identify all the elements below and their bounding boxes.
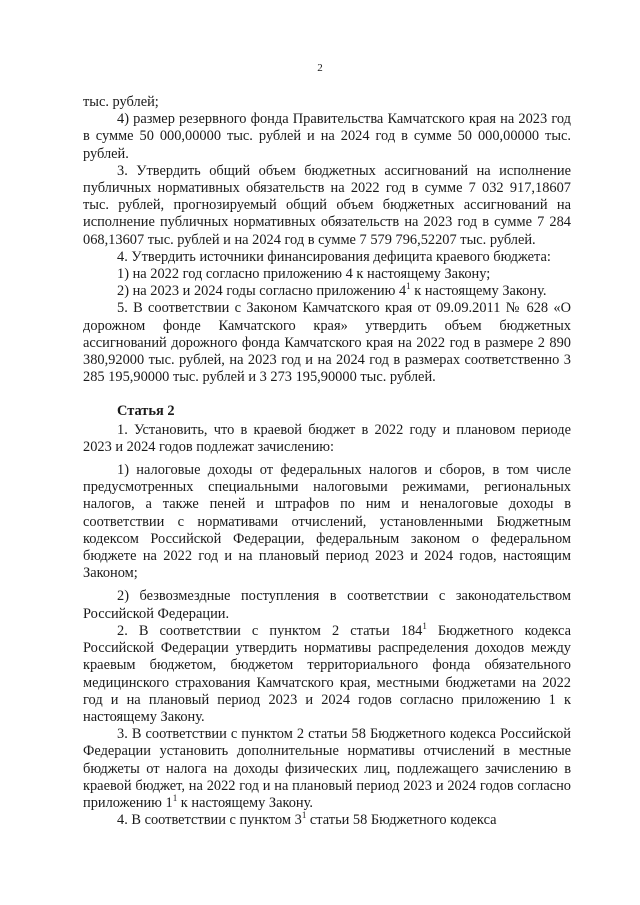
paragraph-tax-revenues: 1) налоговые доходы от федеральных налогов и сборов, в том числе предусмотренных специальными налоговыми режимами, региональных налогов, а также пеней и штрафов по ним и неналоговые доходы в соответствии с нормативами отчислений, установленными Бюджетным кодексом Российской Федерации, федеральным законом о федеральном бюджете на 2022 год и на плановый период 2023 и 2024 годов, настоящим Законом;	[83, 462, 571, 582]
paragraph-continuation: тыс. рублей;	[83, 94, 159, 110]
text-segment: 3. В соответствии с пунктом 2 статьи 58 Бюджетного кодекса Российской Федерации установить дополнительные нормативы отчислений в местные бюджеты от налога на доходы физических лиц, подлежащего зачислению в краевой бюджет, на 2022 год и на плановый период 2023 и 2024 годов согласно приложению 1	[83, 726, 571, 811]
text-segment: 2) на 2023 и 2024 годы согласно приложению 4	[117, 283, 407, 300]
paragraph-road-fund: 5. В соответствии с Законом Камчатского края от 09.09.2011 № 628 «О дорожном фонде Камчатского края» утвердить объем бюджетных ассигнований дорожного фонда Камчатского края на 2022 год в размере 2 890 380,92000 тыс. рублей, на 2023 год и на 2024 год в размерах соответственно 3 285 195,90000 тыс. рублей и 3 273 195,90000 тыс. рублей.	[83, 300, 571, 386]
paragraph-deficit-2022: 1) на 2022 год согласно приложению 4 к настоящему Закону;	[117, 266, 491, 283]
article-heading: Статья 2	[117, 403, 175, 420]
superscript: 1	[172, 792, 178, 803]
paragraph-additional-norms	[83, 726, 571, 812]
document-body	[83, 94, 571, 829]
paragraph-public-obligations: 3. Утвердить общий объем бюджетных ассигнований на исполнение публичных нормативных обязательств на 2022 год в сумме 7 032 917,18607 тыс. рублей, прогнозируемый общий объем бюджетных ассигнований на исполнение публичных нормативных обязательств на 2023 год в сумме 7 284 068,13607 тыс. рублей и на 2024 год в сумме 7 579 796,52207 тыс. рублей.	[83, 162, 571, 248]
superscript: 1	[422, 620, 427, 631]
paragraph-income-distribution	[83, 620, 571, 726]
paragraph-deficit-sources: 4. Утвердить источники финансирования дефицита краевого бюджета:	[117, 248, 551, 265]
paragraph-article2-intro: 1. Установить, что в краевой бюджет в 2022 году и плановом периоде 2023 и 2024 годов подлежат зачислению:	[83, 421, 571, 455]
paragraph-article58-clause	[83, 812, 571, 829]
text-segment: к настоящему Закону.	[410, 283, 547, 300]
superscript: 1	[301, 810, 307, 821]
text-segment: статьи 58 Бюджетного кодекса	[306, 812, 497, 829]
text-segment: к настоящему Закону.	[177, 794, 313, 811]
paragraph-gratuitous-receipts: 2) безвозмездные поступления в соответствии с законодательством Российской Федерации.	[83, 588, 571, 622]
superscript: 1	[406, 281, 411, 292]
text-segment: Бюджетного кодекса Российской Федерации утвердить нормативы распределения доходов между краевым бюджетом, бюджетом территориального фонда обязательного медицинского страхования Камчатского края, местными бюджетами на 2022 год и на плановый период 2023 и 2024 годов согласно приложению 1 к настоящему Закону.	[83, 622, 571, 725]
text-segment: 2. В соответствии с пунктом 2 статьи 184	[117, 622, 423, 639]
paragraph-deficit-2023-2024	[83, 283, 571, 300]
paragraph-reserve-fund: 4) размер резервного фонда Правительства Камчатского края на 2023 год в сумме 50 000,00000 тыс. рублей и на 2024 год в сумме 50 000,00000 тыс. рублей.	[83, 111, 571, 162]
text-segment: 4. В соответствии с пунктом 3	[117, 812, 302, 829]
page-number: 2	[317, 62, 323, 74]
